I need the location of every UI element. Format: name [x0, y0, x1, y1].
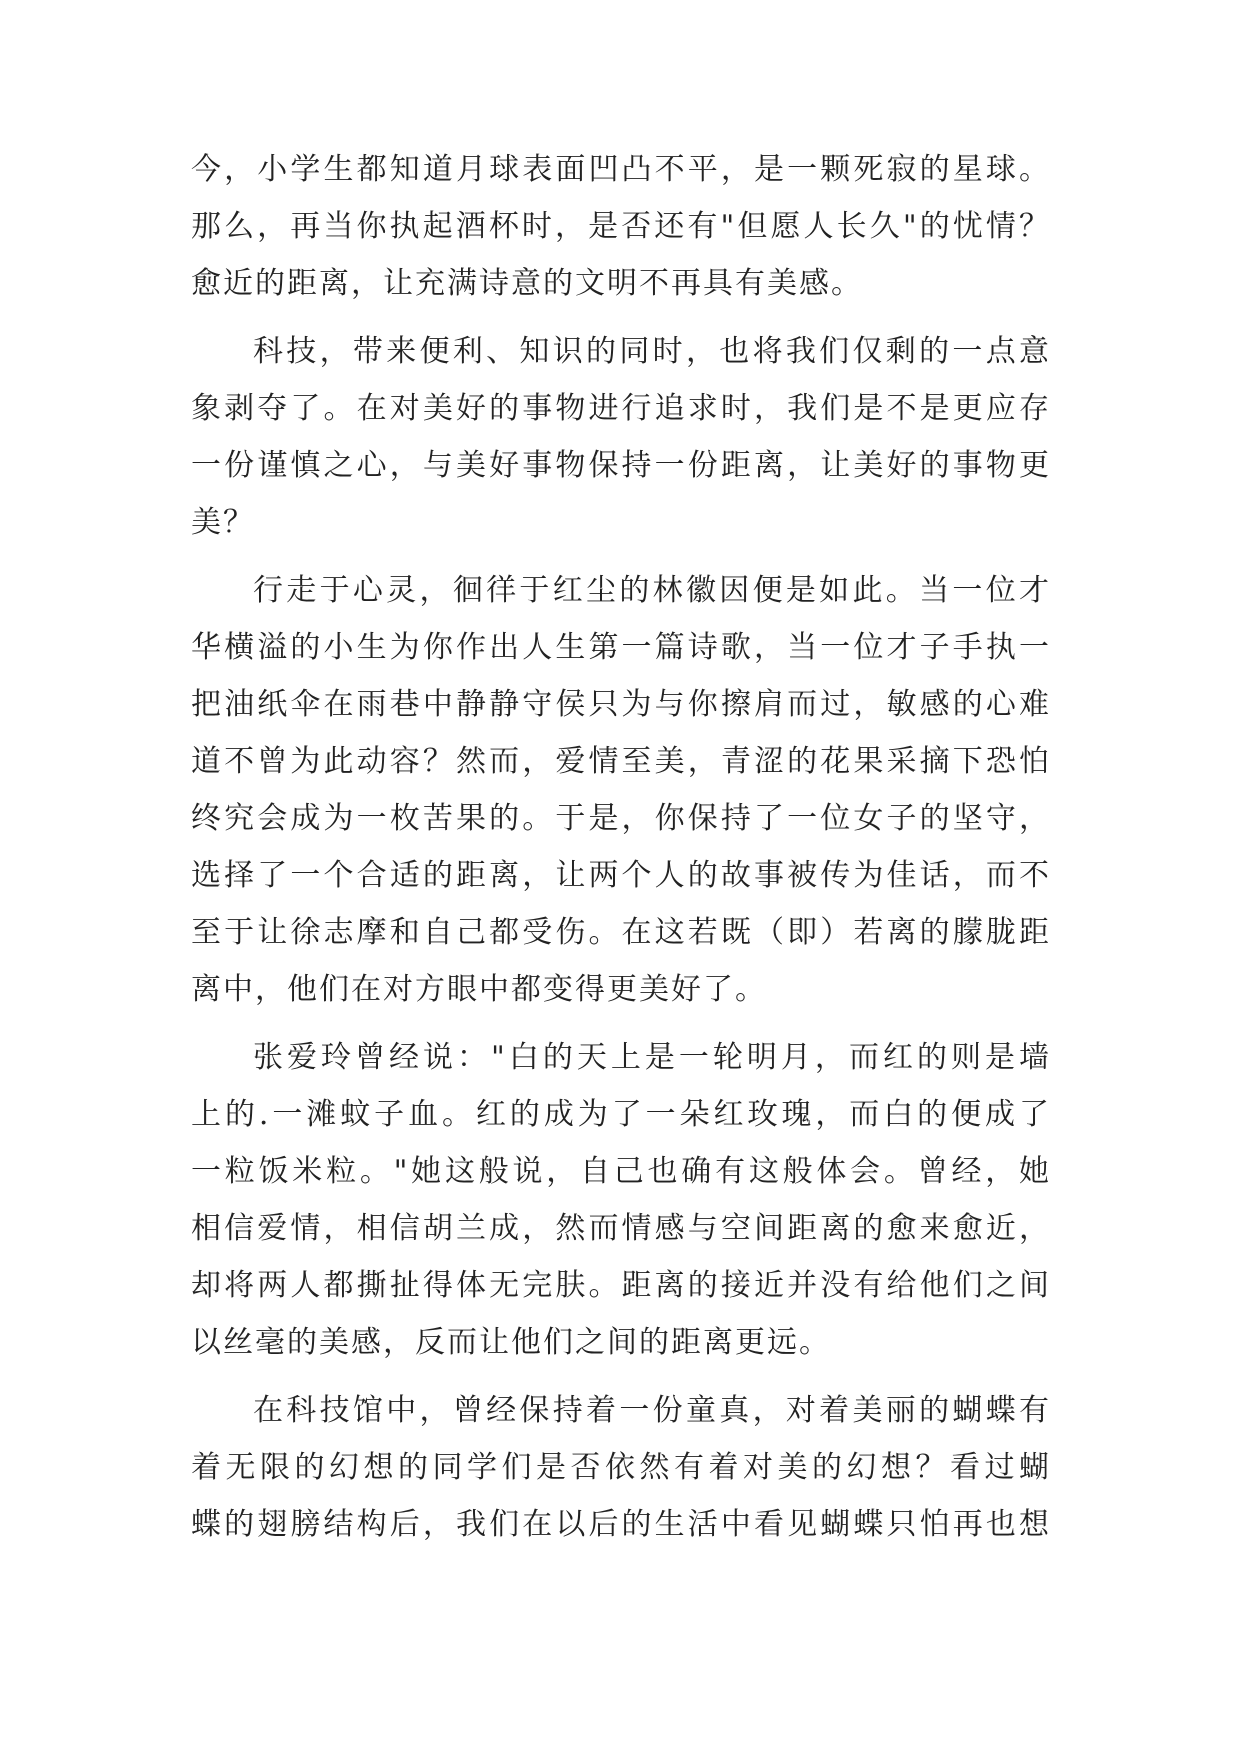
text-line-9: 华横溢的小生为你作出人生第一篇诗歌，当一位才子手执一 — [191, 630, 1051, 665]
text-line-14: 至于让徐志摩和自己都受伤。在这若既（即）若离的朦胧距 — [191, 915, 1051, 950]
text-line-18: 一粒饭米粒。"她这般说，自己也确有这般体会。曾经，她 — [191, 1154, 1051, 1189]
text-line-13: 选择了一个合适的距离，让两个人的故事被传为佳话，而不 — [191, 858, 1051, 893]
text-line-24: 蝶的翅膀结构后，我们在以后的生活中看见蝴蝶只怕再也想 — [191, 1507, 1051, 1542]
text-line-7: 美？ — [191, 505, 255, 540]
text-line-19: 相信爱情，相信胡兰成，然而情感与空间距离的愈来愈近， — [191, 1211, 1051, 1246]
text-line-23: 着无限的幻想的同学们是否依然有着对美的幻想？看过蝴 — [191, 1450, 1051, 1485]
text-line-12: 终究会成为一枚苦果的。于是，你保持了一位女子的坚守， — [191, 801, 1051, 836]
text-line-15: 离中，他们在对方眼中都变得更美好了。 — [191, 972, 767, 1007]
text-line-8: 行走于心灵，徊徉于红尘的林徽因便是如此。当一位才 — [253, 573, 1051, 608]
text-line-4: 科技，带来便利、知识的同时，也将我们仅剩的一点意 — [253, 334, 1051, 369]
text-line-5: 象剥夺了。在对美好的事物进行追求时，我们是不是更应存 — [191, 391, 1051, 426]
text-line-16: 张爱玲曾经说："白的天上是一轮明月，而红的则是墙 — [253, 1040, 1051, 1075]
text-line-11: 道不曾为此动容？然而，爱情至美，青涩的花果采摘下恐怕 — [191, 744, 1051, 779]
text-line-6: 一份谨慎之心，与美好事物保持一份距离，让美好的事物更 — [191, 448, 1051, 483]
text-line-2: 那么，再当你执起酒杯时，是否还有"但愿人长久"的忧情？ — [191, 209, 1051, 244]
text-line-22: 在科技馆中，曾经保持着一份童真，对着美丽的蝴蝶有 — [253, 1393, 1051, 1428]
text-line-1: 今，小学生都知道月球表面凹凸不平，是一颗死寂的星球。 — [191, 152, 1051, 187]
text-line-20: 却将两人都撕扯得体无完肤。距离的接近并没有给他们之间 — [191, 1268, 1051, 1303]
text-line-17: 上的.一滩蚊子血。红的成为了一朵红玫瑰，而白的便成了 — [191, 1097, 1051, 1132]
text-line-21: 以丝毫的美感，反而让他们之间的距离更远。 — [191, 1325, 831, 1360]
text-line-10: 把油纸伞在雨巷中静静守侯只为与你擦肩而过，敏感的心难 — [191, 687, 1051, 722]
text-line-3: 愈近的距离，让充满诗意的文明不再具有美感。 — [191, 266, 863, 301]
